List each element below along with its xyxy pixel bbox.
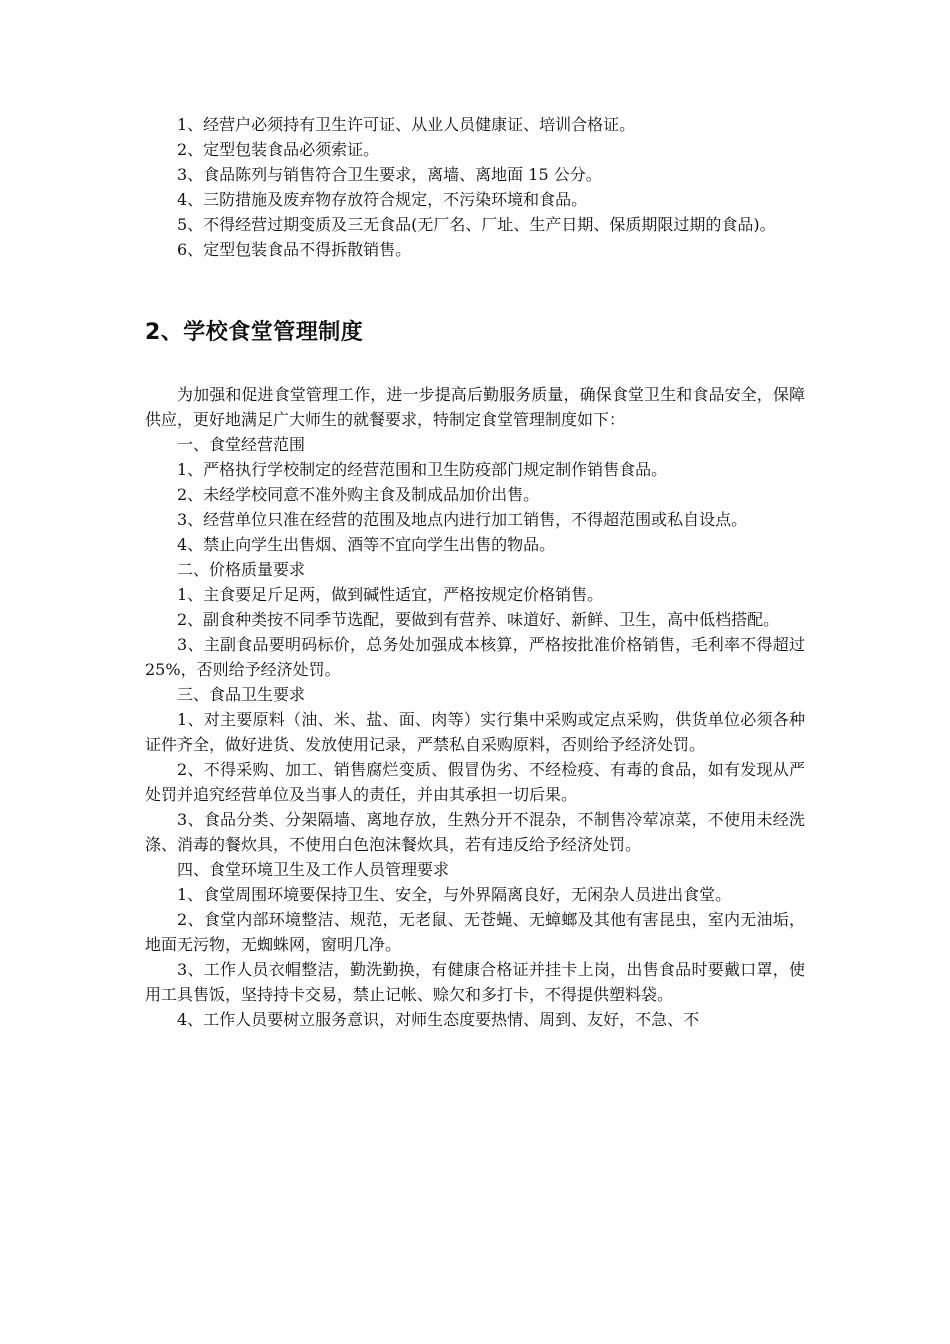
list-item: 3、工作人员衣帽整洁，勤洗勤换，有健康合格证并挂卡上岗，出售食品时要戴口罩，使用工具售饭，坚持持卡交易，禁止记帐、赊欠和多打卡，不得提供塑料袋。	[145, 960, 805, 1004]
list-item: 1、严格执行学校制定的经营范围和卫生防疫部门规定制作销售食品。	[177, 460, 668, 479]
list-item: 2、定型包装食品必须索证。	[177, 140, 380, 159]
list-item: 1、经营户必须持有卫生许可证、从业人员健康证、培训合格证。	[177, 115, 636, 134]
list-item: 2、食堂内部环境整洁、规范，无老鼠、无苍蝇、无蟑螂及其他有害昆虫，室内无油垢，地面无污物，无蜘蛛网，窗明几净。	[145, 910, 805, 954]
subheading: 二、价格质量要求	[177, 560, 306, 579]
list-item: 3、食品分类、分架隔墙、离地存放，生熟分开不混杂，不制售冷荤凉菜，不使用未经洗涤、消毒的餐炊具，不使用白色泡沫餐炊具，若有违反给予经济处罚。	[145, 810, 805, 854]
list-item: 2、未经学校同意不准外购主食及制成品加价出售。	[177, 485, 540, 504]
section-1-list	[145, 112, 805, 262]
list-item: 1、食堂周围环境要保持卫生、安全，与外界隔离良好，无闲杂人员进出食堂。	[177, 885, 732, 904]
subheading: 一、食堂经营范围	[177, 435, 306, 454]
list-item: 4、工作人员要树立服务意识，对师生态度要热情、周到、友好，不急、不	[177, 1010, 700, 1029]
list-item: 1、主食要足斤足两，做到碱性适宜，严格按规定价格销售。	[177, 585, 604, 604]
list-item: 3、食品陈列与销售符合卫生要求，离墙、离地面 15 公分。	[177, 165, 602, 184]
subheading: 三、食品卫生要求	[177, 685, 306, 704]
list-item: 4、三防措施及废弃物存放符合规定，不污染环境和食品。	[177, 190, 588, 209]
list-item: 1、对主要原料（油、米、盐、面、肉等）实行集中采购或定点采购，供货单位必须各种证件齐全，做好进货、发放使用记录，严禁私自采购原料，否则给予经济处罚。	[145, 710, 805, 754]
list-item: 6、定型包装食品不得拆散销售。	[177, 240, 412, 259]
section-heading: 2、学校食堂管理制度	[145, 320, 364, 345]
list-item: 5、不得经营过期变质及三无食品(无厂名、厂址、生产日期、保质期限过期的食品)。	[177, 215, 776, 234]
subheading: 四、食堂环境卫生及工作人员管理要求	[177, 860, 450, 879]
list-item: 2、不得采购、加工、销售腐烂变质、假冒伪劣、不经检疫、有毒的食品，如有发现从严处罚并追究经营单位及当事人的责任，并由其承担一切后果。	[145, 760, 805, 804]
intro-paragraph: 为加强和促进食堂管理工作，进一步提高后勤服务质量，确保食堂卫生和食品安全，保障供应，更好地满足广大师生的就餐要求，特制定食堂管理制度如下：	[145, 385, 805, 429]
section-2-body	[145, 382, 805, 1032]
list-item: 4、禁止向学生出售烟、酒等不宜向学生出售的物品。	[177, 535, 556, 554]
list-item: 2、副食种类按不同季节选配，要做到有营养、味道好、新鲜、卫生，高中低档搭配。	[177, 610, 780, 629]
section-gap	[145, 262, 805, 318]
list-item: 3、经营单位只准在经营的范围及地点内进行加工销售，不得超范围或私自设点。	[177, 510, 748, 529]
list-item: 3、主副食品要明码标价，总务处加强成本核算，严格按批准价格销售，毛利率不得超过 25%，否则给予经济处罚。	[145, 635, 805, 679]
